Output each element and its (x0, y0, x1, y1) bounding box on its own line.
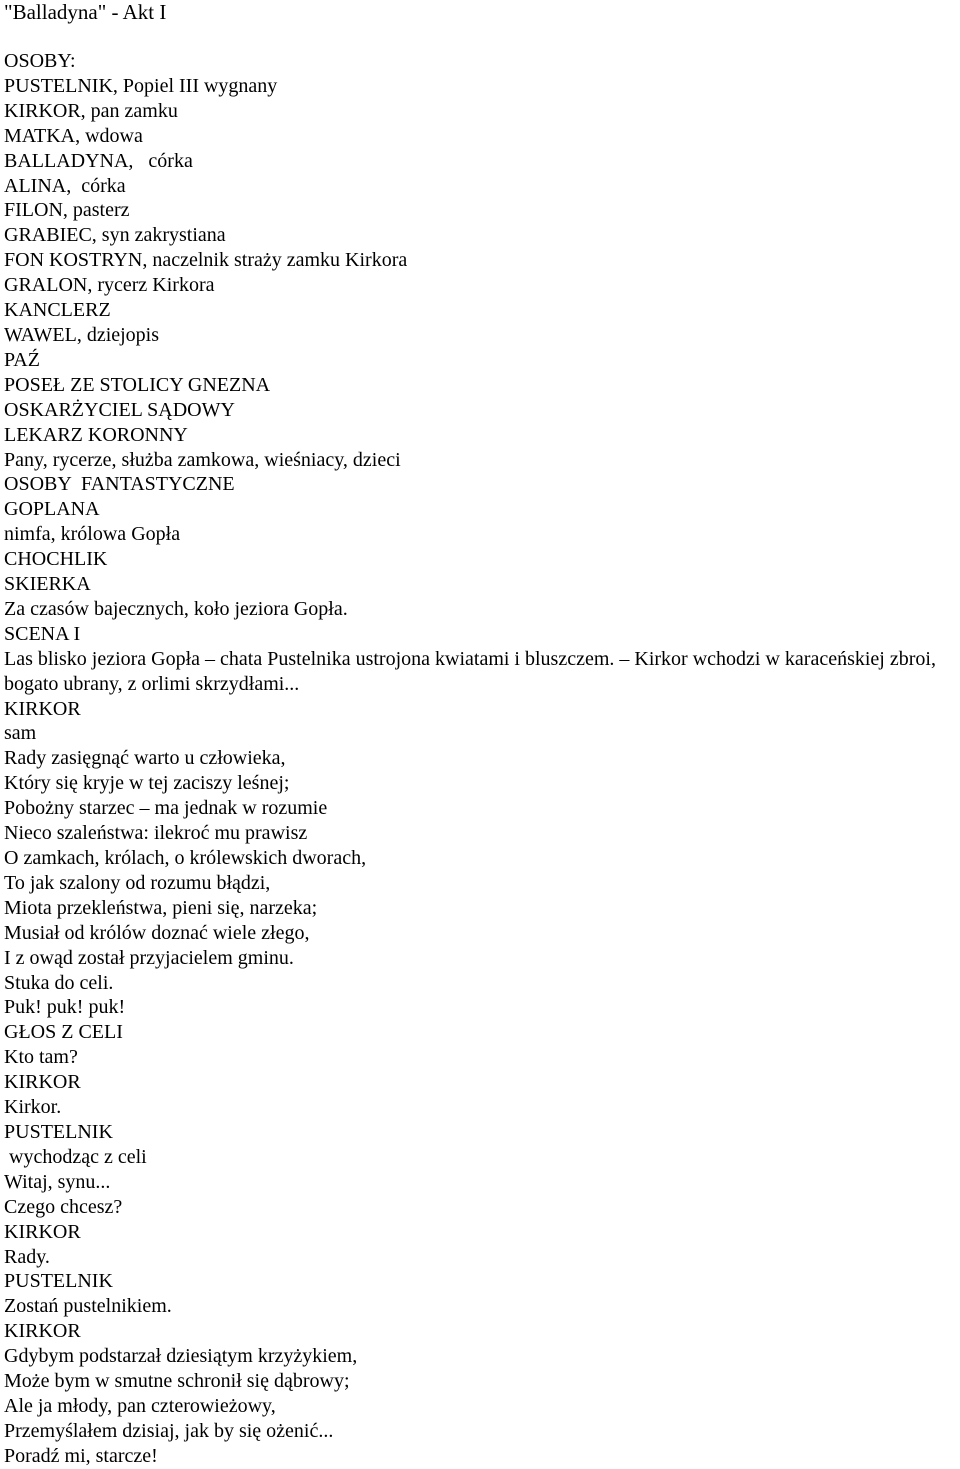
dialogue-line: Czego chcesz? (4, 1195, 123, 1218)
text-line: OSOBY FANTASTYCZNE (4, 473, 235, 496)
text-line: LEKARZ KORONNY (4, 423, 188, 446)
dialogue-text (4, 697, 960, 1469)
dialogue-line: O zamkach, królach, o królewskich dworach, (4, 847, 367, 869)
dialogue-line: KIRKOR (4, 697, 81, 720)
text-line: PAŹ (4, 348, 40, 371)
dialogue-line: Może bym w smutne schronił się dąbrowy; (4, 1370, 350, 1393)
stage-direction: Las blisko jeziora Gopła – chata Pustelnika ustrojona kwiatami i bluszczem. – Kirkor wchodzi w karaceńskiej zbroi, bogato ubrany, z orlimi skrzydłami... (4, 647, 936, 695)
dialogue-line: Gdybym podstarzał dziesiątym krzyżykiem, (4, 1345, 358, 1368)
text-line: KIRKOR, pan zamku (4, 99, 178, 122)
dialogue-line: Musiał od królów doznać wiele złego, (4, 921, 310, 944)
dialogue-line: wychodząc z celi (4, 1145, 147, 1168)
text-line: POSEŁ ZE STOLICY GNEZNA (4, 373, 271, 396)
blank-line (4, 25, 960, 49)
dialogue-line: Kto tam? (4, 1046, 78, 1069)
document (4, 0, 960, 1469)
text-line: CHOCHLIK (4, 548, 108, 571)
dialogue-line: GŁOS Z CELI (4, 1021, 123, 1044)
dialogue-line: To jak szalony od rozumu błądzi, (4, 871, 271, 894)
dialogue-line: Witaj, synu... (4, 1170, 111, 1193)
dialogue-line: sam (4, 722, 37, 745)
dialogue-line: KIRKOR (4, 1071, 81, 1094)
dialogue-line: Rady. (4, 1245, 50, 1268)
text-line: GRALON, rycerz Kirkora (4, 274, 215, 297)
text-line: OSOBY: (4, 50, 76, 72)
text-line: nimfa, królowa Gopła (4, 523, 181, 546)
dialogue-line: Stuka do celi. (4, 971, 114, 994)
dialogue-line: Miota przekleństwa, pieni się, narzeka; (4, 896, 318, 919)
text-line: GRABIEC, syn zakrystiana (4, 224, 226, 247)
text-line: WAWEL, dziejopis (4, 323, 160, 346)
text-line: FILON, pasterz (4, 199, 130, 222)
dialogue-line: PUSTELNIK (4, 1270, 113, 1293)
text-line: MATKA, wdowa (4, 124, 143, 147)
dialogue-line: Nieco szaleństwa: ilekroć mu prawisz (4, 822, 308, 845)
text-line: OSKARŻYCIEL SĄDOWY (4, 398, 235, 421)
text-line: GOPLANA (4, 498, 100, 521)
cast-and-scene-list (4, 49, 960, 647)
text-line: Pany, rycerze, służba zamkowa, wieśniacy, dzieci (4, 448, 401, 471)
text-line: BALLADYNA, córka (4, 149, 193, 172)
dialogue-line: Pobożny starzec – ma jednak w rozumie (4, 797, 328, 820)
dialogue-line: I z owąd został przyjacielem gminu. (4, 946, 294, 969)
text-line: SKIERKA (4, 573, 91, 596)
dialogue-line: Zostań pustelnikiem. (4, 1295, 172, 1318)
text-line: SCENA I (4, 622, 81, 645)
dialogue-line: Przemyślałem dzisiaj, jak by się ożenić... (4, 1419, 334, 1442)
text-line: Za czasów bajecznych, koło jeziora Gopła. (4, 597, 348, 620)
dialogue-line: Ale ja młody, pan czterowieżowy, (4, 1394, 276, 1417)
text-line: PUSTELNIK, Popiel III wygnany (4, 74, 278, 97)
text-line: FON KOSTRYN, naczelnik straży zamku Kirkora (4, 249, 408, 272)
document-title: "Balladyna" - Akt I (4, 0, 167, 24)
dialogue-line: KIRKOR (4, 1220, 81, 1243)
dialogue-line: Który się kryje w tej zaciszy leśnej; (4, 772, 290, 795)
dialogue-line: KIRKOR (4, 1320, 81, 1343)
dialogue-line: Kirkor. (4, 1096, 62, 1119)
dialogue-line: Puk! puk! puk! (4, 996, 126, 1019)
text-line: ALINA, córka (4, 174, 126, 197)
dialogue-line: Poradź mi, starcze! (4, 1444, 158, 1467)
dialogue-line: PUSTELNIK (4, 1120, 113, 1143)
dialogue-line: Rady zasięgnąć warto u człowieka, (4, 747, 286, 770)
text-line: KANCLERZ (4, 299, 111, 322)
